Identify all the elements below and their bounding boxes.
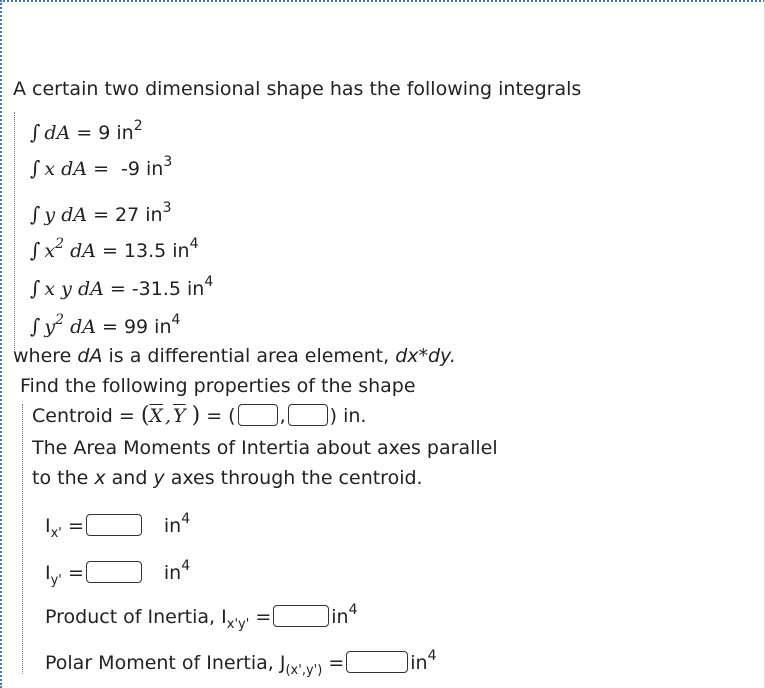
- product-symbol: I: [221, 606, 227, 628]
- close-paren: ): [191, 403, 201, 428]
- centroid-line: [32, 404, 366, 428]
- ix-unit-exponent: 4: [181, 511, 191, 527]
- integral-sign: ∫: [30, 276, 41, 300]
- unit-exponent: 4: [189, 236, 199, 252]
- equals-sign: =: [102, 316, 118, 338]
- integral-value: 99: [123, 316, 149, 338]
- equals-sign: =: [102, 240, 118, 262]
- polar-input[interactable]: [346, 651, 408, 673]
- integral-expression-tail: dA: [64, 240, 96, 262]
- integral-expression: x y dA: [44, 278, 104, 300]
- ix-input[interactable]: [86, 514, 142, 536]
- intro-text: A certain two dimensional shape has the following integrals: [13, 78, 582, 100]
- equals-sign: =: [109, 278, 126, 300]
- integral-unit: in: [154, 316, 172, 338]
- product-line: [45, 598, 358, 637]
- integrals-bracket: [14, 112, 15, 352]
- where-dxdy: dx*dy.: [395, 345, 456, 367]
- moments-x: x: [94, 467, 106, 489]
- equals-sign: =: [76, 122, 93, 144]
- moments-text-a: to the: [32, 467, 95, 489]
- integral-expression-base: y: [44, 316, 56, 338]
- frame-top-border: [0, 0, 765, 2]
- iy-unit-exponent: 4: [181, 558, 191, 574]
- moments-text-c: axes through the centroid.: [164, 467, 423, 489]
- equals-sign: =: [93, 204, 110, 226]
- centroid-separator: ,: [279, 405, 286, 427]
- polar-unit: in: [410, 652, 428, 674]
- y-bar-symbol: $\overline{Y}$: [172, 405, 186, 427]
- product-unit: in: [331, 606, 349, 628]
- iy-equals: =: [67, 562, 84, 584]
- properties-bracket: [22, 404, 23, 674]
- integral-sign: ∫: [30, 120, 41, 144]
- iy-input[interactable]: [86, 561, 142, 583]
- product-input[interactable]: [273, 605, 329, 627]
- integral-sign: ∫: [30, 314, 41, 338]
- integral-value: -9: [121, 158, 140, 180]
- product-unit-exponent: 4: [348, 602, 358, 618]
- integral-expression: x dA: [44, 158, 88, 180]
- centroid-x-input[interactable]: [238, 404, 278, 426]
- centroid-equals: = (: [206, 405, 236, 427]
- ix-symbol: I: [45, 515, 51, 537]
- polar-line: [45, 644, 437, 683]
- frame-left-border: [0, 0, 2, 688]
- unit-exponent: 4: [171, 312, 181, 328]
- ix-unit: in: [163, 515, 182, 537]
- centroid-end: ) in.: [329, 405, 367, 427]
- polar-unit-exponent: 4: [427, 648, 437, 664]
- polar-label: Polar Moment of Inertia,: [45, 652, 280, 674]
- moments-description-1: The Area Moments of Intertia about axes parallel: [32, 437, 498, 459]
- integral-expression-tail: dA: [64, 316, 97, 338]
- integral-expression: dA: [44, 122, 71, 144]
- integral-value: 9: [98, 122, 111, 144]
- integral-second-moment-x: [30, 232, 199, 263]
- unit-exponent: 2: [133, 118, 143, 134]
- integral-product-moment: [30, 270, 213, 301]
- where-text: [13, 344, 456, 368]
- product-equals: =: [255, 606, 272, 628]
- integral-value: -31.5: [131, 278, 181, 300]
- integral-expression-exponent: 2: [55, 312, 65, 328]
- iy-subscript: y': [50, 573, 62, 588]
- where-da: dA: [77, 345, 103, 367]
- integral-area: [30, 114, 143, 145]
- integral-sign: ∫: [30, 202, 41, 226]
- polar-subscript: (x',y'): [285, 663, 323, 678]
- comma: ,: [164, 405, 171, 427]
- integral-unit: in: [116, 122, 134, 144]
- iy-line: [45, 554, 190, 593]
- integral-second-moment-y: [30, 308, 180, 339]
- ix-line: [45, 507, 190, 546]
- unit-exponent: 3: [162, 200, 172, 216]
- integral-sign: ∫: [30, 238, 41, 262]
- integral-expression: y dA: [44, 204, 88, 226]
- integral-first-moment-y: [30, 196, 172, 227]
- centroid-label: Centroid =: [32, 405, 135, 427]
- integral-unit: in: [145, 204, 163, 226]
- integral-sign: ∫: [30, 156, 41, 180]
- equals-sign: =: [93, 158, 109, 180]
- integral-unit: in: [146, 158, 164, 180]
- open-paren: (: [140, 403, 150, 428]
- ix-equals: =: [67, 515, 84, 537]
- polar-symbol: J: [279, 652, 286, 674]
- where-prefix: where: [13, 345, 78, 367]
- moments-description-2: [32, 466, 423, 490]
- integral-value: 27: [115, 204, 140, 226]
- unit-exponent: 4: [204, 274, 214, 290]
- iy-symbol: I: [45, 562, 51, 584]
- integral-unit: in: [172, 240, 190, 262]
- polar-equals: =: [328, 652, 345, 674]
- product-subscript: x'y': [226, 617, 250, 632]
- unit-exponent: 3: [163, 154, 173, 170]
- moments-y: y: [153, 467, 165, 489]
- integral-unit: in: [186, 278, 205, 300]
- integral-expression-exponent: 2: [55, 236, 65, 252]
- product-label: Product of Inertia,: [45, 606, 222, 628]
- centroid-y-input[interactable]: [288, 404, 328, 426]
- where-middle: is a differential area element,: [102, 345, 396, 367]
- moments-text-b: and: [105, 467, 154, 489]
- find-heading: Find the following properties of the shape: [20, 375, 416, 397]
- x-bar-symbol: $\overline{X}$: [149, 405, 163, 427]
- integral-expression-base: x: [44, 240, 56, 262]
- integral-first-moment-x: [30, 150, 172, 181]
- integral-value: 13.5: [123, 240, 167, 262]
- iy-unit: in: [163, 562, 182, 584]
- ix-subscript: x': [50, 526, 62, 541]
